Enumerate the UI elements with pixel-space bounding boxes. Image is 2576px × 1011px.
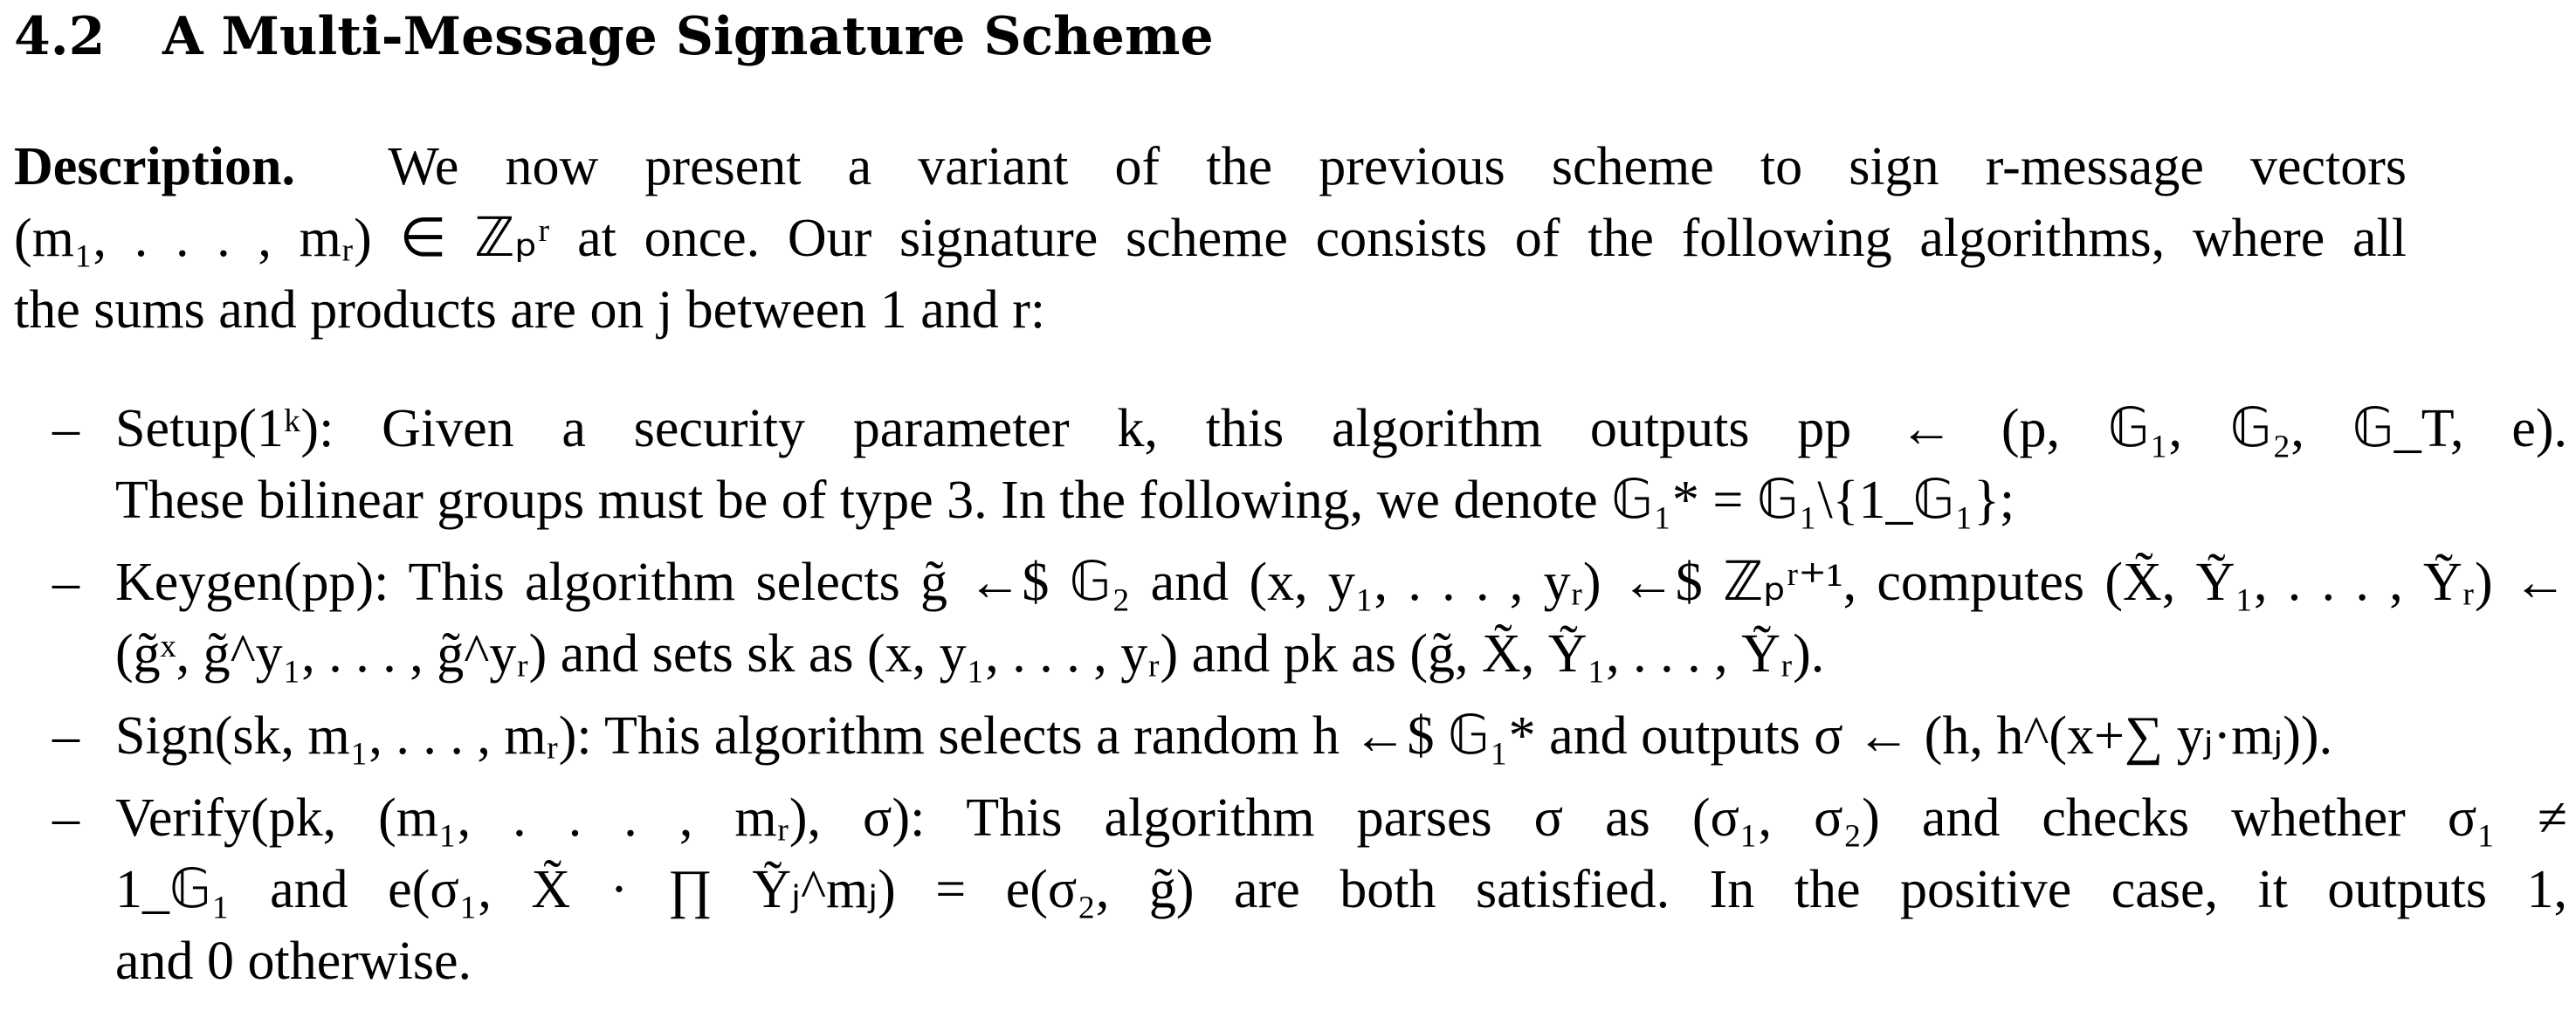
- verify-line-1: Verify(pk, (m₁, . . . , mᵣ), σ): This algorithm parses σ as (σ₁, σ₂) and checks whether σ₁ ≠: [115, 788, 2567, 848]
- description-line-1: [14, 131, 2407, 203]
- description-line-2: (m₁, . . . , mᵣ) ∈ ℤₚʳ at once. Our signature scheme consists of the following algorithms, where all: [14, 209, 2407, 268]
- verify-line-2: 1_𝔾₁ and e(σ₁, X̃ · ∏ Ỹⱼ^mⱼ) = e(σ₂, g̃) are both satisfied. In the positive case, it outputs 1,: [115, 860, 2567, 919]
- list-bullet: –: [52, 553, 79, 612]
- sign-line-1: Sign(sk, m₁, . . . , mᵣ): This algorithm selects a random h ←$ 𝔾₁* and outputs σ ← (h, h^(x+∑ yⱼ·mⱼ)).: [115, 706, 2333, 766]
- keygen-line-2: (g̃ˣ, g̃^y₁, . . . , g̃^yᵣ) and sets sk as (x, y₁, . . . , yᵣ) and pk as (g̃, X̃, Ỹ₁, . . . , Ỹᵣ).: [115, 624, 1825, 684]
- description-heading: Description.: [14, 137, 296, 196]
- verify-line-3: and 0 otherwise.: [115, 932, 472, 991]
- setup-line-2: These bilinear groups must be of type 3. In the following, we denote 𝔾₁* = 𝔾₁\{1_𝔾₁};: [115, 471, 2015, 530]
- setup-line-1: Setup(1ᵏ): Given a security parameter k, this algorithm outputs pp ← (p, 𝔾₁, 𝔾₂, 𝔾_T, e).: [115, 399, 2567, 458]
- list-bullet: –: [52, 399, 79, 458]
- section-title: A Multi-Message Signature Scheme: [162, 6, 1214, 67]
- description-text-1: We now present a variant of the previous scheme to sign r-message vectors: [388, 137, 2407, 196]
- keygen-line-1: Keygen(pp): This algorithm selects g̃ ←$ 𝔾₂ and (x, y₁, . . . , yᵣ) ←$ ℤₚʳ⁺¹, computes (X̃, Ỹ₁, . . . , Ỹᵣ) ←: [115, 553, 2567, 612]
- algorithm-verify: [52, 782, 2567, 997]
- section-heading: [14, 0, 1214, 73]
- algorithm-setup: [52, 393, 2567, 536]
- algorithm-sign: [52, 700, 2567, 772]
- description-line-3: the sums and products are on j between 1 and r:: [14, 280, 1046, 340]
- algorithm-keygen: [52, 547, 2567, 690]
- description-paragraph: [14, 131, 2407, 346]
- list-bullet: –: [52, 788, 79, 848]
- algorithm-list: [52, 393, 2567, 1008]
- list-bullet: –: [52, 706, 79, 766]
- section-number: 4.2: [14, 6, 106, 67]
